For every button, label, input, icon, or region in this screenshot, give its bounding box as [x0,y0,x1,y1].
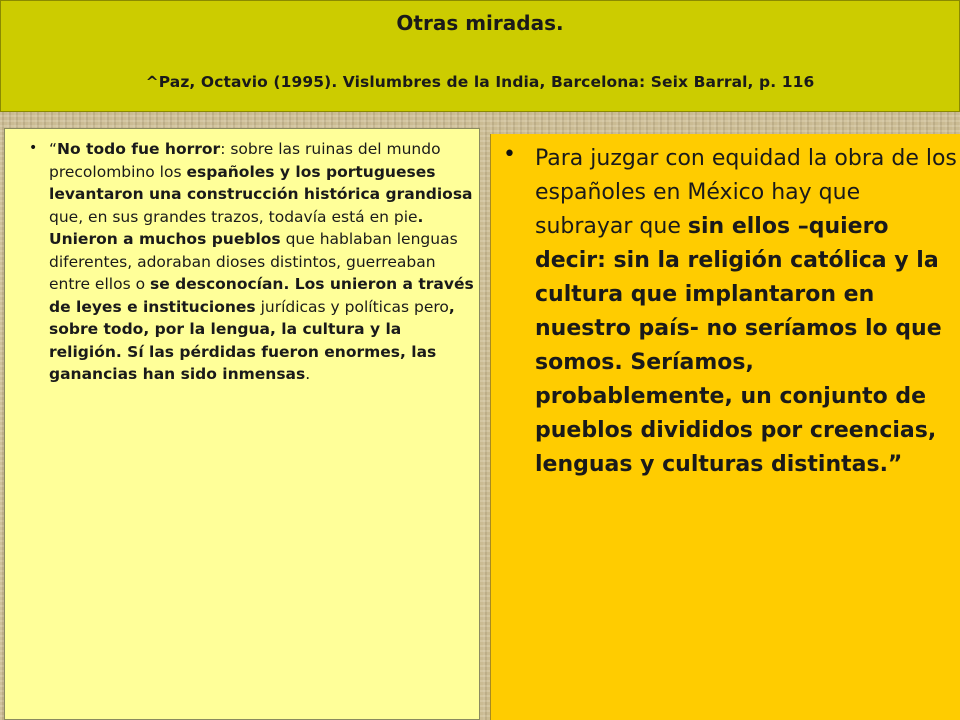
left-segment: se desconocían. Los unieron a través de leyes e instituciones [49,275,474,316]
left-segment: españoles y los portugueses levantaron una construcción histórica grandiosa [49,162,473,203]
left-segment: No todo fue horror [57,140,221,158]
right-segment: Para juzgar con equidad la obra de los españoles en México hay que subrayar que [535,146,957,239]
slide-title: Otras miradas. [396,11,564,35]
left-segment: . [305,365,311,383]
left-segment: “ [49,140,58,158]
right-quote-panel [490,134,960,720]
right-quote-text [535,142,957,482]
citation-text: ^Paz, Octavio (1995). Vislumbres de la India, Barcelona: Seix Barral, p. 116 [145,73,815,91]
left-segment: . Unieron a muchos pueblos [49,207,424,248]
left-segment: , sobre todo, por la lengua, la cultura y la religión. Sí las pérdidas fueron enormes, las ganancias han sido inmensas [49,297,455,383]
right-segment: sin ellos –quiero decir: sin la religión católica y la cultura que implantaron en nuestro país- no seríamos lo que somos. Seríamos, probablemente, un conjunto de pueblos divididos por creencias, lenguas y culturas distintas.” [535,214,942,477]
bullet-marker: • [503,142,516,167]
bullet-marker: • [29,140,38,156]
header-banner [0,0,960,112]
left-segment: que, en sus grandes trazos, todavía está en pie [49,207,418,226]
left-segment: jurídicas y políticas pero [255,297,449,316]
left-quote-text [49,138,477,386]
left-segment: : sobre las ruinas del mundo precolombino los [49,140,441,181]
left-segment: que hablaban lenguas diferentes, adoraban dioses distintos, guerreaban entre ellos o [49,230,458,293]
left-quote-panel [4,128,480,720]
